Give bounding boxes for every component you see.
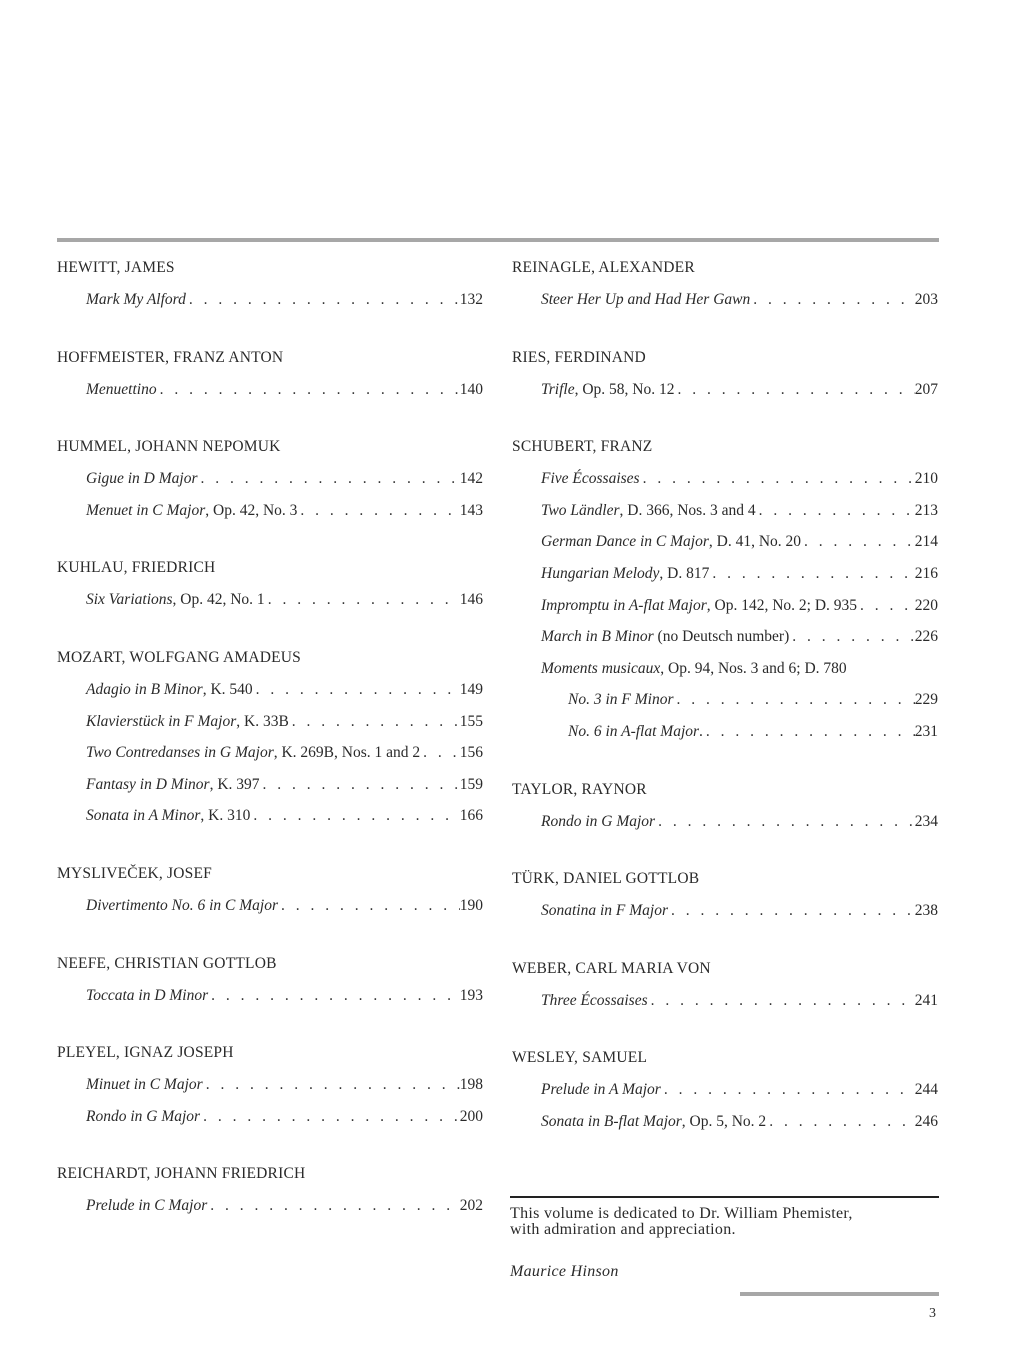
piece-title: Fantasy in D Minor [86,775,210,793]
piece-catalog: , D. 366, Nos. 3 and 4 [619,501,756,519]
composer-name: REICHARDT, JOHANN FRIEDRICH [57,1165,306,1183]
page-ref: 207 [914,380,938,398]
composer-section [57,1043,483,1138]
piece-catalog: , K. 269B, Nos. 1 and 2 [273,744,421,762]
composer-section [57,558,483,622]
page-ref: 143 [459,501,483,519]
composer-name: TAYLOR, RAYNOR [512,780,647,798]
piece-title: Moments musicaux [541,659,661,677]
composer-name: HEWITT, JAMES [57,259,175,276]
composer-name: SCHUBERT, FRANZ [512,438,653,456]
page-ref: 246 [914,1112,938,1130]
dot-leader [208,986,460,1006]
toc-entry[interactable] [512,380,938,412]
composer-section [57,864,483,928]
page-ref: 241 [914,991,938,1009]
toc-entry[interactable] [57,743,483,775]
composer-section [512,348,938,412]
top-rule [57,238,939,242]
page-ref: 198 [459,1076,483,1094]
piece-title: Steer Her Up and Had Her Gawn [541,291,751,308]
piece-catalog: , K. 540 [202,680,253,698]
page-ref: 238 [914,902,938,920]
piece-catalog: , Op. 58, No. 12 [574,380,675,398]
toc-entry[interactable] [512,1080,938,1112]
page-ref: 155 [459,712,483,730]
page-ref: 159 [459,775,483,793]
page-ref: 166 [459,807,483,825]
page-ref: 156 [459,744,483,762]
page-ref: 213 [914,501,938,519]
dot-leader [750,290,915,310]
composer-section [57,258,483,322]
dedication-line-2: with admiration and appreciation. [510,1221,736,1238]
dot-leader [640,469,915,489]
dot-leader [297,501,459,521]
toc-entry[interactable] [512,564,938,596]
dedication [510,1196,939,1281]
piece-catalog: , Op. 94, Nos. 3 and 6; D. 780 [660,659,847,677]
toc-entry[interactable] [512,812,938,844]
composer-section [57,1164,483,1228]
toc-entry[interactable] [512,1112,938,1144]
page-ref: 142 [459,470,483,488]
bottom-rule [740,1292,939,1296]
composer-name: REINAGLE, ALEXANDER [512,259,695,276]
toc-entry[interactable] [57,1196,483,1228]
composer-name: MOZART, WOLFGANG AMADEUS [57,648,301,666]
page-ref: 220 [914,596,938,614]
toc-entry[interactable] [57,896,483,928]
piece-title: Menuet in C Major [86,501,206,519]
piece-title: Two Contredanses in G Major [86,744,274,762]
dot-leader [253,680,460,700]
toc-entry[interactable] [512,690,938,722]
composer-section [512,437,938,753]
toc-entry[interactable] [57,469,483,501]
dot-leader [260,775,460,795]
dedication-signature: Maurice Hinson [510,1263,619,1280]
toc-entry[interactable] [512,290,938,322]
page-ref: 244 [914,1081,938,1099]
toc-entry[interactable] [512,532,938,564]
page-ref: 210 [914,470,938,488]
toc-entry[interactable] [512,627,938,659]
piece-title: No. 3 in F Minor [568,691,674,709]
composer-name: WESLEY, SAMUEL [512,1049,648,1067]
dot-leader [289,712,460,732]
composer-section [512,258,938,322]
piece-catalog: , Op. 5, No. 2 [681,1112,767,1130]
dot-leader [703,722,915,742]
piece-title: Mark My Alford [86,291,186,308]
composer-section [512,1048,938,1143]
toc-entry[interactable] [57,712,483,744]
composer-section [512,780,938,844]
piece-title: Five Écossaises [541,470,640,488]
dot-leader [648,991,915,1011]
dot-leader [420,743,460,763]
page-ref: 231 [914,722,938,740]
dot-leader [278,896,460,916]
piece-title: Prelude in C Major [86,1197,208,1215]
piece-title: No. 6 in A-flat Major [568,722,700,740]
toc-entry[interactable] [57,806,483,838]
piece-title: Rondo in G Major [541,812,656,830]
dot-leader [789,627,915,647]
composer-name: TÜRK, DANIEL GOTTLOB [512,870,700,888]
dot-leader [675,380,915,400]
composer-section [57,437,483,532]
dot-leader [655,812,915,832]
toc-entry[interactable] [57,1075,483,1107]
dot-leader [857,596,915,616]
composer-name: HUMMEL, JOHANN NEPOMUK [57,438,281,456]
toc-entry[interactable] [57,986,483,1018]
piece-title: Divertimento No. 6 in C Major [86,896,279,914]
dot-leader [157,380,460,400]
dot-leader [203,1075,460,1095]
composer-name: WEBER, CARL MARIA VON [512,959,711,977]
piece-catalog: , Op. 142, No. 2; D. 935 [706,596,858,614]
page-ref: 202 [459,1197,483,1215]
piece-title: Hungarian Melody [541,564,660,582]
piece-title: Toccata in D Minor [86,986,209,1004]
page-ref: 132 [459,291,483,308]
toc-entry[interactable] [57,501,483,533]
piece-title: Minuet in C Major [86,1076,203,1094]
piece-title: Sonata in B-flat Major [541,1112,682,1130]
composer-name: MYSLIVEČEK, JOSEF [57,864,212,882]
dot-leader [668,901,915,921]
composer-section [512,869,938,933]
composer-name: RIES, FERDINAND [512,348,646,366]
piece-catalog: , D. 817 [659,564,710,582]
piece-title: Trifle [541,380,575,398]
dot-leader [186,290,460,310]
page-ref: 216 [914,564,938,582]
dot-leader [756,501,915,521]
dedication-text [510,1206,939,1238]
dot-leader [198,469,460,489]
piece-title: Two Ländler [541,501,620,519]
toc-entry[interactable] [512,991,938,1023]
page-ref: 226 [914,628,938,646]
toc-entry[interactable] [512,596,938,628]
composer-name: HOFFMEISTER, FRANZ ANTON [57,348,284,366]
toc-entry[interactable] [512,901,938,933]
page-ref: 140 [459,380,483,398]
left-column [57,258,483,1254]
dot-leader [265,590,460,610]
dot-leader [207,1196,459,1216]
dot-leader [766,1112,915,1132]
dedication-line-1: This volume is dedicated to Dr. William Phemister, [510,1205,853,1222]
piece-title: Menuettino [86,380,157,398]
piece-title: Sonata in A Minor [86,807,201,825]
piece-title: Gigue in D Major [86,470,198,488]
page-ref: 234 [914,812,938,830]
piece-title: Six Variations [86,591,173,609]
piece-title: German Dance in C Major [541,533,709,551]
dot-leader [674,690,915,710]
piece-title: Three Écossaises [541,991,648,1009]
piece-catalog: , D. 41, No. 20 [708,533,802,551]
composer-name: NEEFE, CHRISTIAN GOTTLOB [57,954,277,972]
piece-catalog: , K. 33B [236,712,289,730]
piece-title: Adagio in B Minor [86,680,203,698]
toc-entry[interactable] [512,722,938,754]
piece-catalog: . [699,722,703,740]
piece-catalog: , Op. 42, No. 3 [205,501,298,519]
toc-entry[interactable] [57,290,483,322]
composer-section [57,648,483,838]
piece-title: Rondo in G Major [86,1107,201,1125]
page-ref: 193 [459,986,483,1004]
piece-catalog: (no Deutsch number) [653,628,790,646]
composer-section [57,348,483,412]
page-ref: 203 [914,291,938,308]
toc-entry[interactable] [512,501,938,533]
toc-entry[interactable] [512,659,938,691]
page-ref: 214 [914,533,938,551]
toc-entry[interactable] [57,380,483,412]
page-number: 3 [929,1306,936,1321]
piece-title: Impromptu in A-flat Major [541,596,707,614]
piece-catalog: , K. 397 [209,775,260,793]
page-ref: 229 [914,691,938,709]
composer-section [57,954,483,1018]
composer-name: PLEYEL, IGNAZ JOSEPH [57,1044,234,1062]
page-ref: 149 [459,680,483,698]
piece-title: Klavierstück in F Major [86,712,237,730]
piece-catalog: , K. 310 [200,807,251,825]
dot-leader [661,1080,915,1100]
toc-entry[interactable] [57,680,483,712]
page-ref: 190 [459,896,483,914]
dot-leader [709,564,914,584]
page-ref: 146 [459,591,483,609]
toc-entry[interactable] [512,469,938,501]
dot-leader [250,806,459,826]
composer-section [512,959,938,1023]
piece-catalog: , Op. 42, No. 1 [172,591,265,609]
composer-name: KUHLAU, FRIEDRICH [57,559,216,577]
piece-title: March in B Minor [541,628,654,646]
page-ref: 200 [459,1107,483,1125]
toc-entry[interactable] [57,1107,483,1139]
piece-title: Prelude in A Major [541,1081,661,1099]
piece-title: Sonatina in F Major [541,902,669,920]
right-column [512,258,938,1170]
dot-leader [801,532,915,552]
toc-entry[interactable] [57,590,483,622]
dot-leader [200,1107,460,1127]
toc-entry[interactable] [57,775,483,807]
